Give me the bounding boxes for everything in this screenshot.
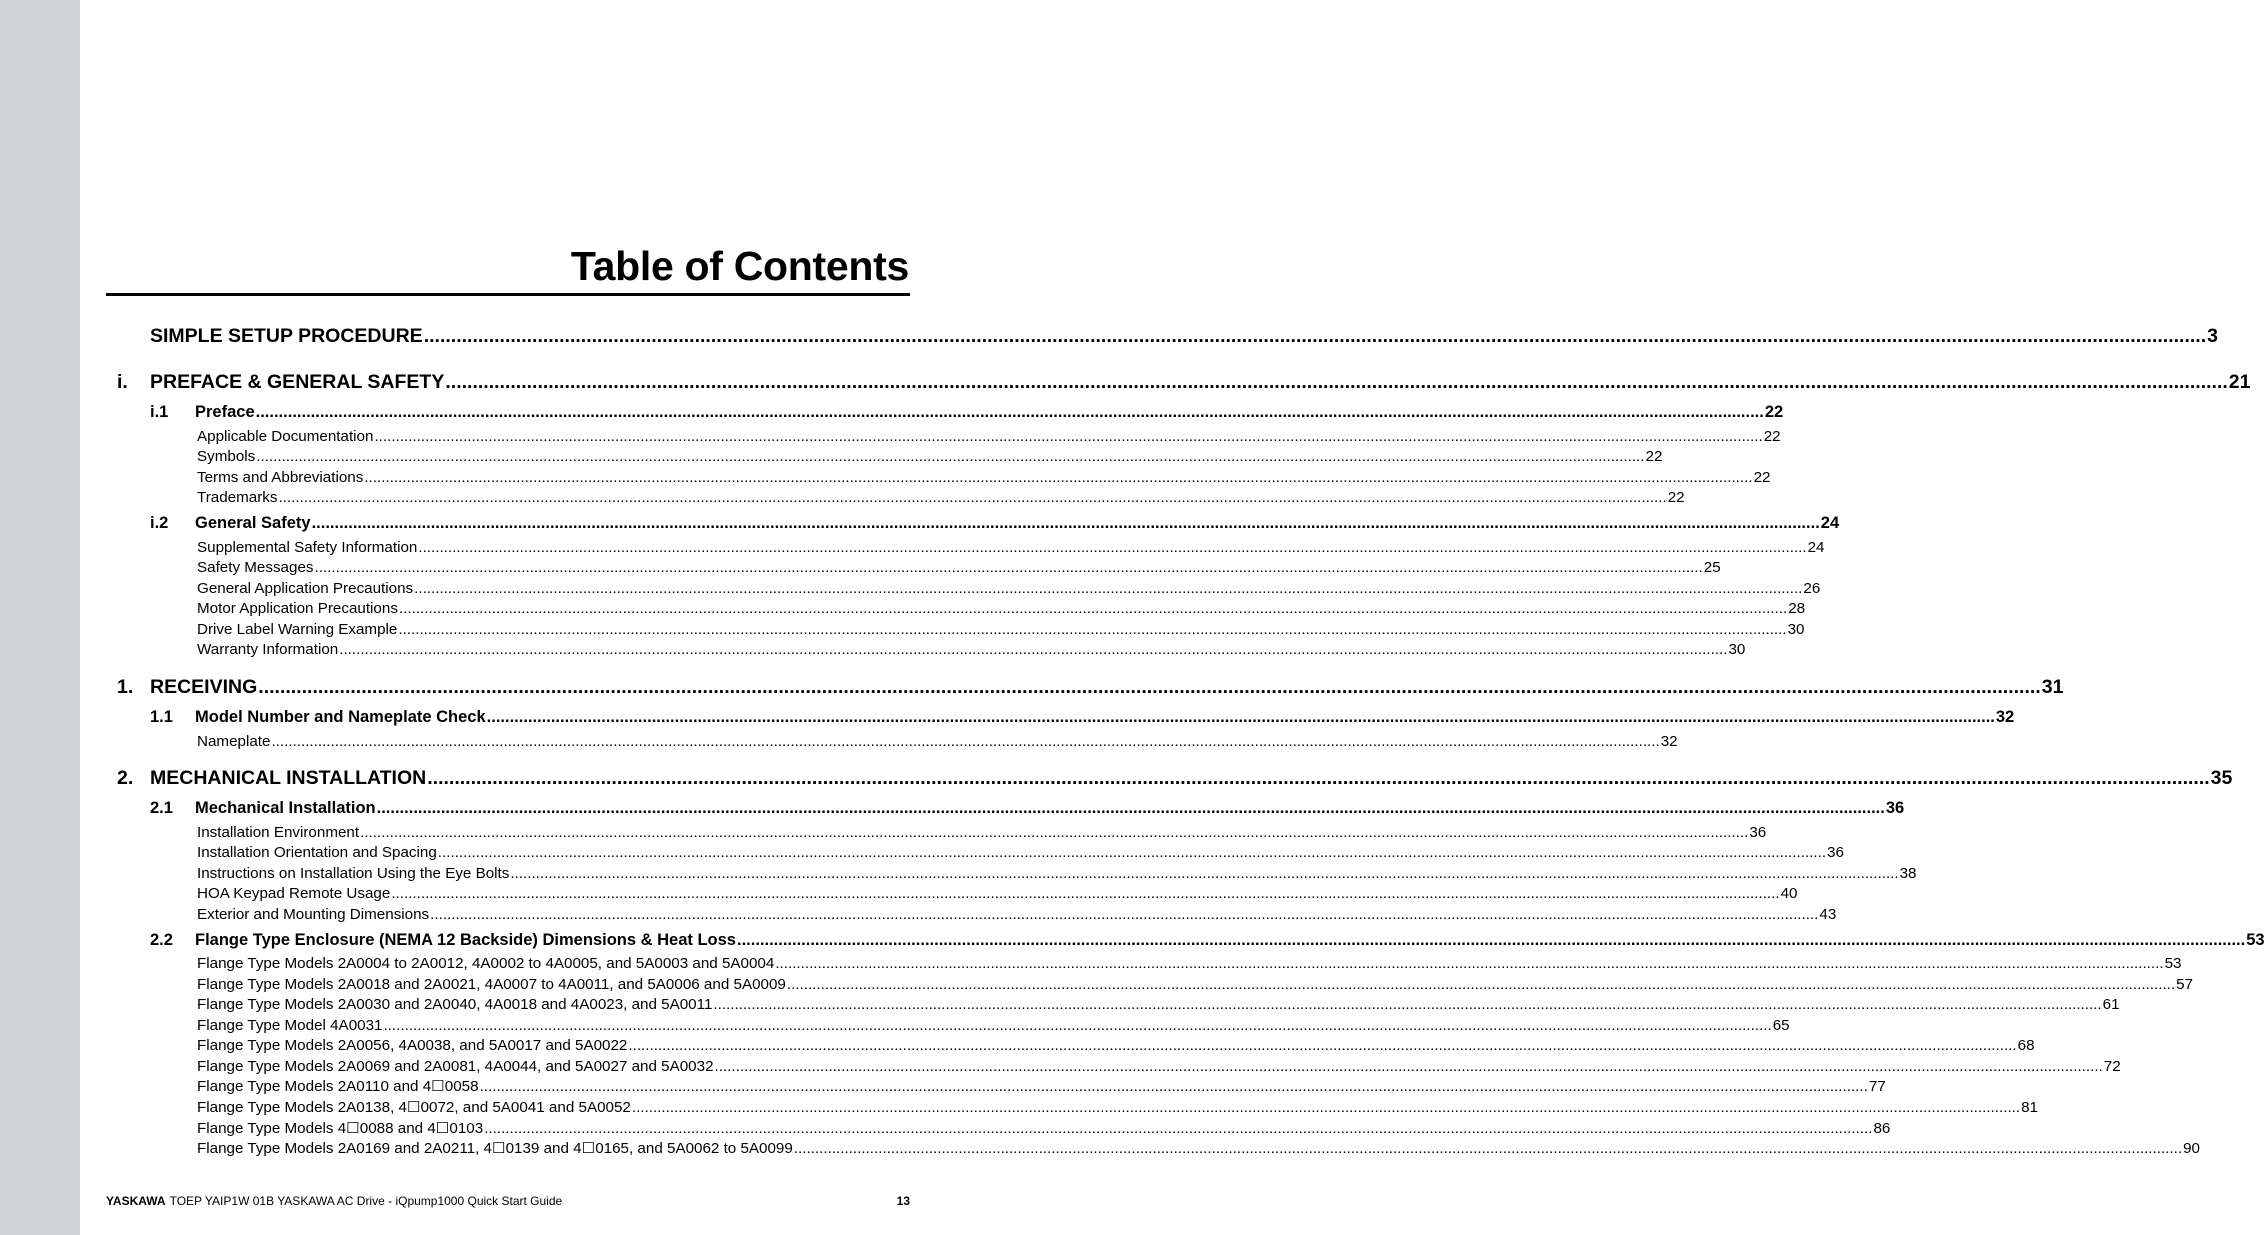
toc-entry-level3[interactable]: [197, 538, 1825, 557]
toc-number: i.1: [150, 403, 169, 421]
toc-number: 2.1: [150, 799, 173, 817]
toc-label: Model Number and Nameplate Check: [195, 708, 486, 726]
toc-number: 1.1: [150, 708, 173, 726]
toc-page: 26: [1803, 580, 1821, 597]
toc-page: 38: [1899, 865, 1917, 882]
toc-label: Flange Type Model 4A0031: [197, 1017, 383, 1034]
toc-entry-level3[interactable]: [197, 975, 2194, 994]
toc-entry-level3[interactable]: [197, 995, 2120, 1014]
dot-leader: .........................................................................................................................................................................................................................................................................................................................................: [423, 325, 2207, 347]
dot-leader: .........................................................................................................................................................................................................................................................................................................................................: [256, 448, 1645, 465]
toc-label: Safety Messages: [197, 559, 314, 576]
dot-leader: .........................................................................................................................................................................................................................................................................................................................................: [479, 1078, 1868, 1095]
toc-page: 65: [1772, 1017, 1790, 1034]
toc-label: General Safety: [195, 514, 311, 532]
toc-entry-level3[interactable]: [197, 823, 1767, 842]
page-title: Table of Contents: [570, 243, 909, 289]
dot-leader: .........................................................................................................................................................................................................................................................................................................................................: [445, 371, 2228, 393]
title-rule: [106, 293, 910, 296]
dot-leader: .........................................................................................................................................................................................................................................................................................................................................: [271, 733, 1660, 750]
toc-page: 35: [2210, 767, 2233, 789]
toc-page: 43: [1819, 906, 1837, 923]
toc-number: i.: [117, 371, 128, 393]
side-margin-bar: [0, 0, 80, 1235]
toc-entry-level3[interactable]: [197, 954, 2182, 973]
dot-leader: .........................................................................................................................................................................................................................................................................................................................................: [510, 865, 1899, 882]
toc-label: Motor Application Precautions: [197, 600, 398, 617]
toc-page: 36: [1749, 824, 1767, 841]
toc-number: 2.2: [150, 931, 173, 949]
dot-leader: .........................................................................................................................................................................................................................................................................................................................................: [311, 514, 1820, 532]
dot-leader: .........................................................................................................................................................................................................................................................................................................................................: [374, 428, 1763, 445]
toc-label: Flange Type Models 2A0030 and 2A0040, 4A0018 and 4A0023, and 5A0011: [197, 996, 713, 1013]
toc-page: 53: [2164, 955, 2182, 972]
toc-page: 53: [2246, 931, 2265, 949]
toc-label: General Application Precautions: [197, 580, 414, 597]
toc-label: SIMPLE SETUP PROCEDURE: [150, 325, 423, 347]
dot-leader: .........................................................................................................................................................................................................................................................................................................................................: [258, 676, 2041, 698]
footer-text: TOEP YAIP1W 01B YASKAWA AC Drive - iQpump1000 Quick Start Guide: [169, 1194, 563, 1208]
toc-page: 36: [1827, 844, 1844, 861]
dot-leader: .........................................................................................................................................................................................................................................................................................................................................: [736, 931, 2246, 949]
toc-entry-level3[interactable]: [197, 468, 1771, 487]
toc-entry-level2[interactable]: [150, 402, 1784, 422]
toc-entry-level3[interactable]: [197, 1016, 1790, 1035]
dot-leader: .........................................................................................................................................................................................................................................................................................................................................: [430, 906, 1819, 923]
toc-label: Flange Type Models 2A0069 and 2A0081, 4A0044, and 5A0027 and 5A0032: [197, 1058, 714, 1075]
toc-label: Trademarks: [197, 489, 278, 506]
dot-leader: .........................................................................................................................................................................................................................................................................................................................................: [398, 621, 1787, 638]
toc-number: 2.: [117, 767, 134, 789]
toc-label: Nameplate: [197, 733, 271, 750]
toc-entry-level1[interactable]: [117, 324, 2218, 348]
toc-page: 22: [1753, 469, 1771, 486]
toc-entry-level3[interactable]: [197, 1139, 2200, 1158]
toc-entry-level3[interactable]: [197, 1057, 2121, 1076]
toc-page: 31: [2041, 676, 2064, 698]
toc-label: MECHANICAL INSTALLATION: [150, 767, 427, 789]
toc-label: Flange Type Models 2A0004 to 2A0012, 4A0002 to 4A0005, and 5A0003 and 5A0004: [197, 955, 775, 972]
toc-label: RECEIVING: [150, 676, 258, 698]
toc-label: Flange Type Models 2A0138, 4☐0072, and 5A0041 and 5A0052: [197, 1099, 631, 1116]
toc-label: Symbols: [197, 448, 256, 465]
toc-label: Warranty Information: [197, 641, 339, 658]
dot-leader: .........................................................................................................................................................................................................................................................................................................................................: [714, 1058, 2103, 1075]
toc-page: 57: [2176, 976, 2194, 993]
dot-leader: .........................................................................................................................................................................................................................................................................................................................................: [414, 580, 1803, 597]
toc-entry-level1[interactable]: [117, 675, 2064, 699]
toc-page: 77: [1868, 1078, 1886, 1095]
toc-page: 22: [1764, 403, 1784, 421]
dot-leader: .........................................................................................................................................................................................................................................................................................................................................: [376, 799, 1885, 817]
toc-label: Applicable Documentation: [197, 428, 374, 445]
dot-leader: .........................................................................................................................................................................................................................................................................................................................................: [383, 1017, 1772, 1034]
toc-entry-level3[interactable]: [197, 640, 1746, 659]
toc-label: Flange Type Models 2A0056, 4A0038, and 5A0017 and 5A0022: [197, 1037, 628, 1054]
dot-leader: .........................................................................................................................................................................................................................................................................................................................................: [713, 996, 2102, 1013]
toc-entry-level3[interactable]: [197, 1119, 1891, 1138]
toc-page: 30: [1787, 621, 1805, 638]
toc-entry-level3[interactable]: [197, 579, 1821, 598]
toc-page: 30: [1728, 641, 1746, 658]
toc-page: 86: [1873, 1120, 1891, 1137]
toc-entry-level3[interactable]: [197, 884, 1798, 903]
toc-page: 72: [2103, 1058, 2121, 1075]
dot-leader: .........................................................................................................................................................................................................................................................................................................................................: [418, 539, 1807, 556]
toc-entry-level3[interactable]: [197, 905, 1837, 924]
toc-page: 32: [1995, 708, 2015, 726]
toc-page: 40: [1780, 885, 1798, 902]
toc-page: 61: [2102, 996, 2120, 1013]
toc-label: Supplemental Safety Information: [197, 539, 418, 556]
toc-entry-level3[interactable]: [197, 488, 1685, 507]
toc-entry-level3[interactable]: [197, 599, 1806, 618]
dot-leader: .........................................................................................................................................................................................................................................................................................................................................: [398, 600, 1788, 617]
toc-page: 90: [2183, 1140, 2200, 1157]
dot-leader: .........................................................................................................................................................................................................................................................................................................................................: [486, 708, 1995, 726]
toc-entry-level2[interactable]: [150, 513, 1840, 533]
toc-entry-level3[interactable]: [197, 558, 1721, 577]
toc-label: Terms and Abbreviations: [197, 469, 364, 486]
toc-page: 25: [1703, 559, 1721, 576]
toc-entry-level3[interactable]: [197, 1077, 1886, 1096]
toc-entry-level2[interactable]: [150, 707, 2015, 727]
toc-entry-level3[interactable]: [197, 447, 1663, 466]
toc-page: 32: [1660, 733, 1678, 750]
toc-label: Installation Orientation and Spacing: [197, 844, 437, 861]
toc-label: Drive Label Warning Example: [197, 621, 398, 638]
toc-page: 28: [1788, 600, 1806, 617]
toc-entry-level1[interactable]: [117, 766, 2233, 790]
dot-leader: .........................................................................................................................................................................................................................................................................................................................................: [360, 824, 1749, 841]
dot-leader: .........................................................................................................................................................................................................................................................................................................................................: [364, 469, 1753, 486]
dot-leader: .........................................................................................................................................................................................................................................................................................................................................: [437, 844, 1827, 861]
footer-brand: YASKAWA: [106, 1194, 166, 1208]
toc-label: Installation Environment: [197, 824, 360, 841]
toc-entry-level1[interactable]: [117, 370, 2251, 394]
toc-number: i.2: [150, 514, 169, 532]
toc-label: HOA Keypad Remote Usage: [197, 885, 391, 902]
toc-entry-level3[interactable]: [197, 864, 1917, 883]
toc-label: Instructions on Installation Using the Eye Bolts: [197, 865, 510, 882]
page-footer: [106, 1194, 910, 1208]
dot-leader: .........................................................................................................................................................................................................................................................................................................................................: [793, 1140, 2183, 1157]
toc-entry-level3[interactable]: [197, 1098, 2039, 1117]
toc-page: 24: [1820, 514, 1840, 532]
toc-page: 22: [1667, 489, 1685, 506]
dot-leader: .........................................................................................................................................................................................................................................................................................................................................: [427, 767, 2210, 789]
dot-leader: .........................................................................................................................................................................................................................................................................................................................................: [786, 976, 2176, 993]
footer-page-number: 13: [896, 1194, 910, 1208]
toc-label: Flange Type Models 2A0018 and 2A0021, 4A0007 to 4A0011, and 5A0006 and 5A0009: [197, 976, 786, 993]
toc-page: 81: [2021, 1099, 2039, 1116]
toc-label: Exterior and Mounting Dimensions: [197, 906, 430, 923]
dot-leader: .........................................................................................................................................................................................................................................................................................................................................: [314, 559, 1703, 576]
dot-leader: .........................................................................................................................................................................................................................................................................................................................................: [775, 955, 2164, 972]
toc-entry-level3[interactable]: [197, 1036, 2035, 1055]
toc-entry-level3[interactable]: [197, 732, 1678, 751]
toc-entry-level2[interactable]: [150, 930, 2265, 950]
toc-label: Flange Type Models 4☐0088 and 4☐0103: [197, 1120, 484, 1137]
toc-entry-level3[interactable]: [197, 620, 1805, 639]
toc-page: 22: [1645, 448, 1663, 465]
toc-entry-level3[interactable]: [197, 843, 1844, 862]
toc-label: Flange Type Models 2A0110 and 4☐0058: [197, 1078, 479, 1095]
toc-page: 21: [2228, 371, 2251, 393]
toc-page: 22: [1763, 428, 1781, 445]
toc-entry-level3[interactable]: [197, 427, 1781, 446]
dot-leader: .........................................................................................................................................................................................................................................................................................................................................: [628, 1037, 2017, 1054]
toc-page: 24: [1807, 539, 1825, 556]
dot-leader: .........................................................................................................................................................................................................................................................................................................................................: [339, 641, 1728, 658]
dot-leader: .........................................................................................................................................................................................................................................................................................................................................: [278, 489, 1667, 506]
dot-leader: .........................................................................................................................................................................................................................................................................................................................................: [255, 403, 1764, 421]
toc-label: Flange Type Enclosure (NEMA 12 Backside) Dimensions & Heat Loss: [195, 931, 736, 949]
toc-page: 3: [2207, 325, 2218, 347]
toc-entry-level2[interactable]: [150, 798, 1905, 818]
toc-label: Mechanical Installation: [195, 799, 376, 817]
toc-label: Preface: [195, 403, 255, 421]
toc-page: 36: [1885, 799, 1905, 817]
dot-leader: .........................................................................................................................................................................................................................................................................................................................................: [631, 1099, 2021, 1116]
toc-label: PREFACE & GENERAL SAFETY: [150, 371, 445, 393]
dot-leader: .........................................................................................................................................................................................................................................................................................................................................: [391, 885, 1780, 902]
toc-page: 68: [2017, 1037, 2035, 1054]
toc-label: Flange Type Models 2A0169 and 2A0211, 4☐0139 and 4☐0165, and 5A0062 to 5A0099: [197, 1140, 793, 1157]
toc-number: 1.: [117, 676, 134, 698]
dot-leader: .........................................................................................................................................................................................................................................................................................................................................: [484, 1120, 1873, 1137]
